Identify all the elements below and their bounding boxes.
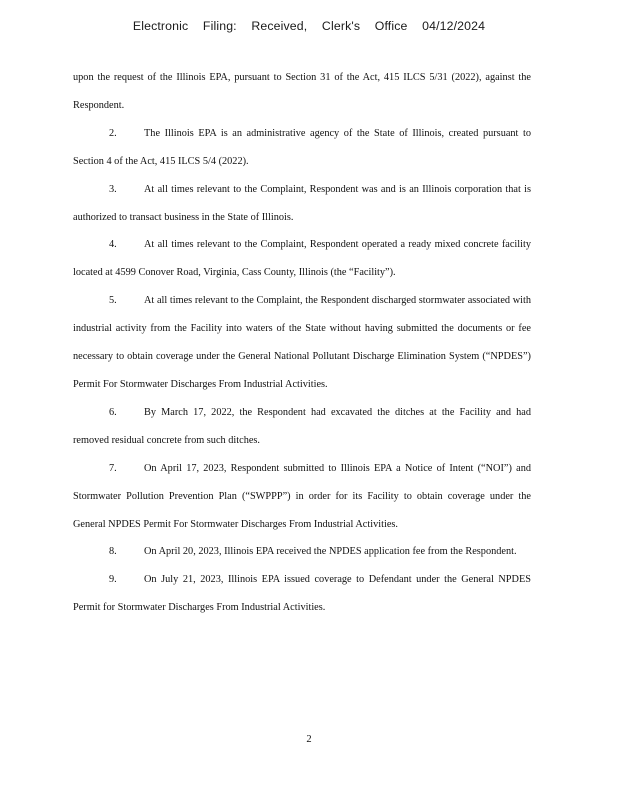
paragraph-number: 7. [109, 462, 117, 474]
complaint-body [73, 64, 531, 622]
paragraph-text: At all times relevant to the Complaint, the Respondent discharged stormwater associated with industrial activity from the Facility into waters of the State without having submitted the documents or fee necessary to obtain coverage under the General National Pollutant Discharge Elimination System (“NPDES”) Permit For Stormwater Discharges From Industrial Activities. [73, 295, 531, 390]
paragraph-text: The Illinois EPA is an administrative agency of the State of Illinois, created pursuant to Section 4 of the Act, 415 ILCS 5/4 (2022). [73, 127, 531, 167]
page-number: 2 [306, 734, 312, 745]
paragraph-number: 5. [109, 295, 117, 307]
filing-stamp-header: Electronic Filing: Received, Clerk's Office 04/12/2024 [132, 19, 486, 33]
paragraph-text: On April 20, 2023, Illinois EPA received the NPDES application fee from the Respondent. [144, 546, 517, 558]
paragraph-text: At all times relevant to the Complaint, Respondent was and is an Illinois corporation that is authorized to transact business in the State of Illinois. [73, 183, 531, 223]
paragraph-8 [73, 538, 531, 566]
paragraph-4 [73, 231, 531, 287]
paragraph-text: At all times relevant to the Complaint, Respondent operated a ready mixed concrete facility located at 4599 Conover Road, Virginia, Cass County, Illinois (the “Facility”). [73, 239, 531, 279]
paragraph-continued [73, 64, 531, 120]
paragraph-number: 9. [109, 574, 117, 586]
paragraph-number: 3. [109, 183, 117, 195]
paragraph-number: 8. [109, 546, 117, 558]
paragraph-text: By March 17, 2022, the Respondent had excavated the ditches at the Facility and had removed residual concrete from such ditches. [73, 406, 531, 446]
paragraph-6 [73, 399, 531, 455]
paragraph-2 [73, 120, 531, 176]
paragraph-number: 6. [109, 406, 117, 418]
paragraph-3 [73, 176, 531, 232]
paragraph-5 [73, 287, 531, 399]
paragraph-text: On April 17, 2023, Respondent submitted to Illinois EPA a Notice of Intent (“NOI”) and Stormwater Pollution Prevention Plan (“SWPPP”) in order for its Facility to obtain coverage under the General NPDES Permit For Stormwater Discharges From Industrial Activities. [73, 462, 531, 530]
paragraph-7 [73, 455, 531, 539]
paragraph-9 [73, 566, 531, 622]
paragraph-number: 2. [109, 127, 117, 139]
paragraph-text: On July 21, 2023, Illinois EPA issued coverage to Defendant under the General NPDES Permit for Stormwater Discharges From Industrial Activities. [73, 574, 531, 614]
paragraph-number: 4. [109, 239, 117, 251]
paragraph-text: upon the request of the Illinois EPA, pursuant to Section 31 of the Act, 415 ILCS 5/31 (2022), against the Respondent. [73, 72, 531, 111]
